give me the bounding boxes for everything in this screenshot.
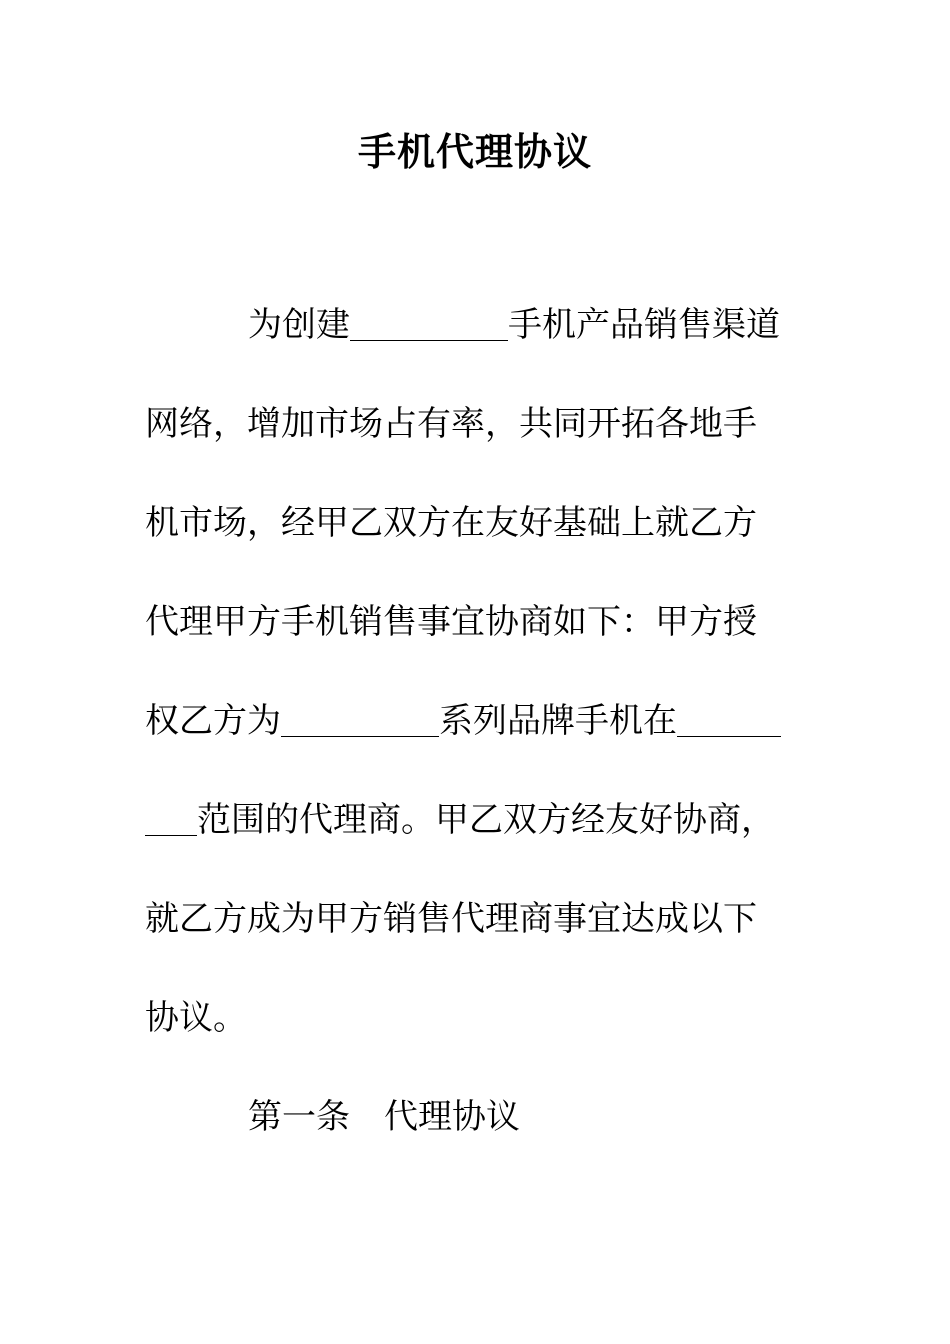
paragraph-line-3: 机市场，经甲乙双方在友好基础上就乙方 xyxy=(145,503,757,543)
line-5-text-middle: 系列品牌手机在 xyxy=(439,701,677,741)
line-1-text-after: 手机产品销售渠道 xyxy=(508,305,780,345)
article-number: 第一条 xyxy=(248,1097,350,1137)
line-1-text-before: 为创建 xyxy=(248,305,350,345)
paragraph-line-8: 协议。 xyxy=(145,998,247,1038)
fill-in-blank-series xyxy=(281,696,439,737)
line-6-text-after: 范围的代理商。甲乙双方经友好协商， xyxy=(197,800,775,840)
fill-in-blank-region-part-2 xyxy=(145,795,197,836)
document-title: 手机代理协议 xyxy=(357,129,592,174)
article-title: 代理协议 xyxy=(384,1097,520,1137)
paragraph-line-4: 代理甲方手机销售事宜协商如下：甲方授 xyxy=(145,602,757,642)
fill-in-blank-brand xyxy=(350,300,508,341)
paragraph-line-2: 网络，增加市场占有率，共同开拓各地手 xyxy=(145,404,757,444)
fill-in-blank-region-part-1 xyxy=(677,696,781,737)
paragraph-line-7: 就乙方成为甲方销售代理商事宜达成以下 xyxy=(145,899,757,939)
paragraph-line-5 xyxy=(145,696,805,746)
line-5-text-before: 权乙方为 xyxy=(145,701,281,741)
article-heading xyxy=(248,1092,908,1142)
paragraph-line-1 xyxy=(248,300,908,350)
paragraph-line-6 xyxy=(145,795,805,845)
